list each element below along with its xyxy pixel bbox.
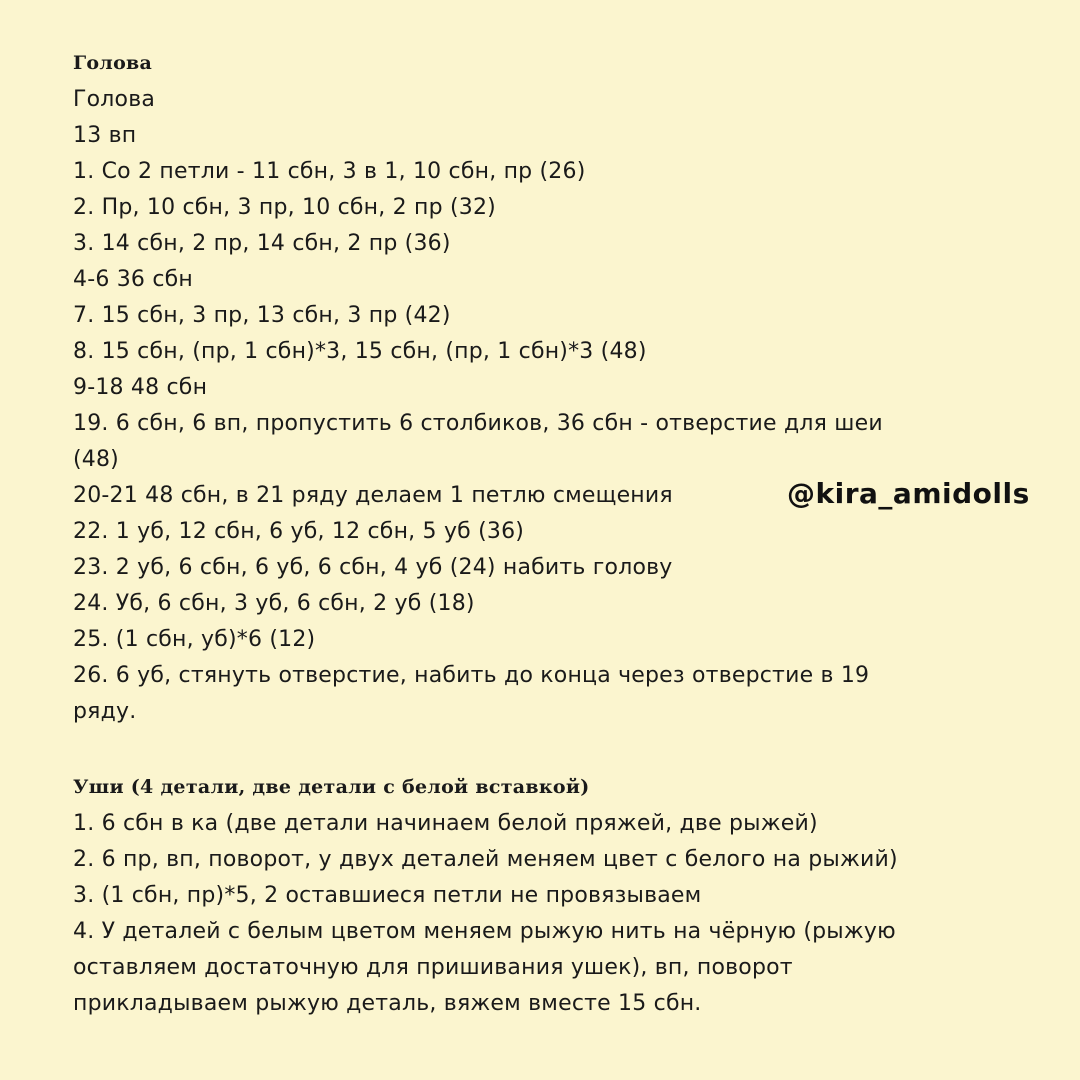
instruction-line: 23. 2 уб, 6 сбн, 6 уб, 6 сбн, 4 уб (24) набить голову bbox=[73, 555, 673, 580]
instruction-line: 4-6 36 сбн bbox=[73, 267, 193, 292]
section-heading-ears: Уши (4 детали, две детали с белой вставкой) bbox=[73, 776, 590, 798]
instruction-line: 22. 1 уб, 12 сбн, 6 уб, 12 сбн, 5 уб (36) bbox=[73, 519, 525, 544]
instruction-line: 2. Пр, 10 сбн, 3 пр, 10 сбн, 2 пр (32) bbox=[73, 195, 496, 220]
instruction-line: 2. 6 пр, вп, поворот, у двух деталей меняем цвет с белого на рыжий) bbox=[73, 847, 898, 872]
instruction-line: 9-18 48 сбн bbox=[73, 375, 208, 400]
instruction-line: 3. (1 сбн, пр)*5, 2 оставшиеся петли не провязываем bbox=[73, 883, 702, 908]
instruction-line: прикладываем рыжую деталь, вяжем вместе 15 сбн. bbox=[73, 991, 702, 1016]
instruction-line: оставляем достаточную для пришивания ушек), вп, поворот bbox=[73, 955, 793, 980]
instruction-line: 4. У деталей с белым цветом меняем рыжую нить на чёрную (рыжую bbox=[73, 919, 896, 944]
head-instructions bbox=[73, 82, 1033, 730]
instruction-line: 19. 6 сбн, 6 вп, пропустить 6 столбиков, 36 сбн - отверстие для шеи bbox=[73, 411, 883, 436]
instruction-line: 25. (1 сбн, уб)*6 (12) bbox=[73, 627, 316, 652]
instruction-line: 3. 14 сбн, 2 пр, 14 сбн, 2 пр (36) bbox=[73, 231, 451, 256]
instruction-line: (48) bbox=[73, 447, 119, 472]
section-heading-head: Голова bbox=[73, 52, 153, 74]
instruction-line: 1. 6 сбн в ка (две детали начинаем белой пряжей, две рыжей) bbox=[73, 811, 818, 836]
instruction-line: 8. 15 сбн, (пр, 1 сбн)*3, 15 сбн, (пр, 1 сбн)*3 (48) bbox=[73, 339, 647, 364]
instruction-line: 20-21 48 сбн, в 21 ряду делаем 1 петлю смещения bbox=[73, 483, 673, 508]
instruction-line: ряду. bbox=[73, 699, 137, 724]
instruction-line: 13 вп bbox=[73, 123, 137, 148]
instruction-line: 7. 15 сбн, 3 пр, 13 сбн, 3 пр (42) bbox=[73, 303, 451, 328]
instruction-line: 1. Со 2 петли - 11 сбн, 3 в 1, 10 сбн, пр (26) bbox=[73, 159, 586, 184]
author-watermark: @kira_amidolls bbox=[787, 477, 1030, 510]
ears-instructions bbox=[73, 806, 1033, 1022]
instruction-line: 24. Уб, 6 сбн, 3 уб, 6 сбн, 2 уб (18) bbox=[73, 591, 475, 616]
section-spacer bbox=[73, 730, 1033, 772]
instruction-line: 26. 6 уб, стянуть отверстие, набить до конца через отверстие в 19 bbox=[73, 663, 870, 688]
pattern-document bbox=[73, 48, 1033, 1022]
instruction-line: Голова bbox=[73, 87, 156, 112]
